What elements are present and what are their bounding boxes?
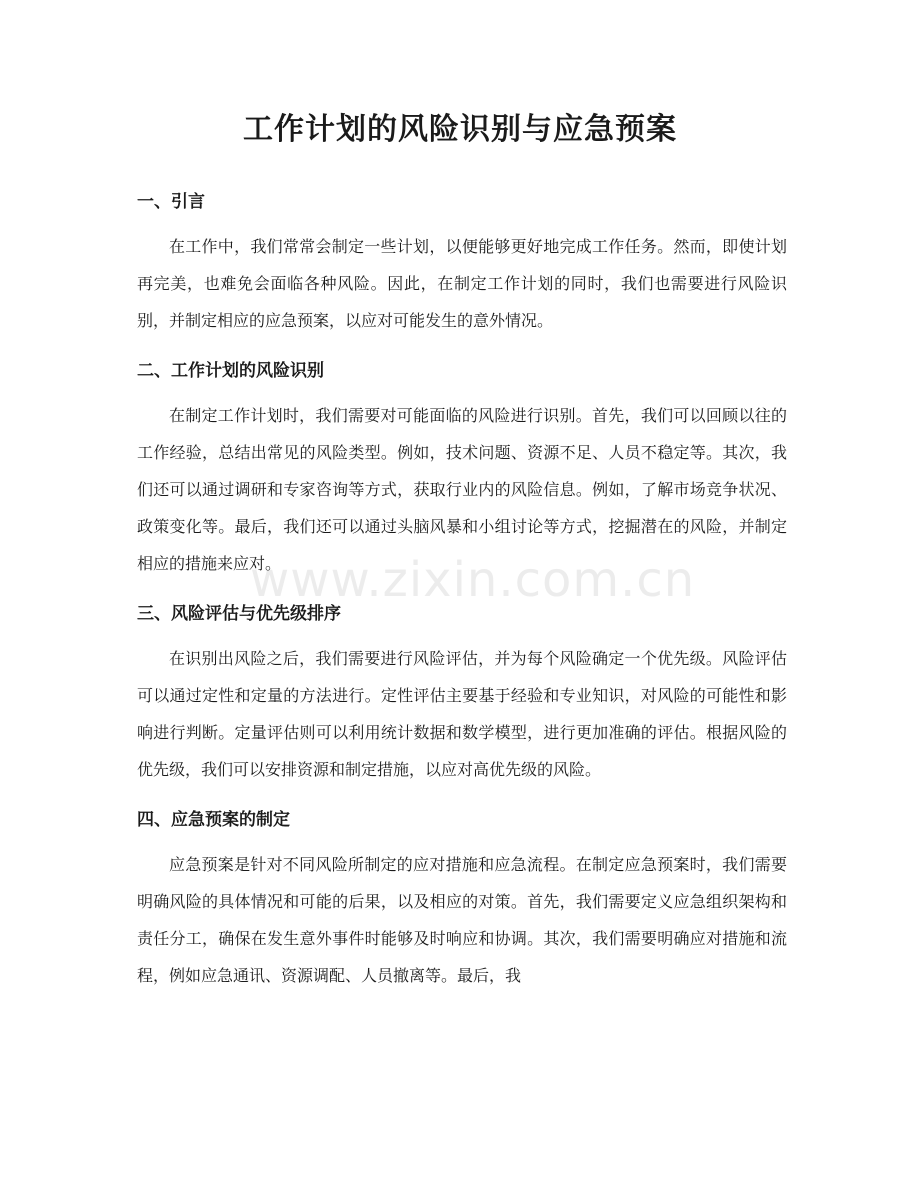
document-title: 工作计划的风险识别与应急预案 bbox=[243, 112, 677, 147]
section-paragraph: 在工作中，我们常常会制定一些计划，以便能够更好地完成工作任务。然而，即使计划再完美，也难免会面临各种风险。因此，在制定工作计划的同时，我们也需要进行风险识别，并制定相应的应急预案，以应对可能发生的意外情况。 bbox=[137, 237, 787, 330]
section-heading: 三、风险评估与优先级排序 bbox=[137, 604, 341, 624]
section-paragraph: 在识别出风险之后，我们需要进行风险评估，并为每个风险确定一个优先级。风险评估可以通过定性和定量的方法进行。定性评估主要基于经验和专业知识，对风险的可能性和影响进行判断。定量评估则可以利用统计数据和数学模型，进行更加准确的评估。根据风险的优先级，我们可以安排资源和制定措施，以应对高优先级的风险。 bbox=[137, 649, 787, 779]
section-paragraph: 在制定工作计划时，我们需要对可能面临的风险进行识别。首先，我们可以回顾以往的工作经验，总结出常见的风险类型。例如，技术问题、资源不足、人员不稳定等。其次，我们还可以通过调研和专家咨询等方式，获取行业内的风险信息。例如，了解市场竞争状况、政策变化等。最后，我们还可以通过头脑风暴和小组讨论等方式，挖掘潜在的风险，并制定相应的措施来应对。 bbox=[137, 406, 787, 573]
document-body bbox=[137, 186, 787, 1010]
section-heading: 四、应急预案的制定 bbox=[137, 810, 290, 830]
section-risk-assessment bbox=[137, 598, 787, 788]
section-emergency-plan bbox=[137, 804, 787, 994]
section-risk-identification bbox=[137, 355, 787, 582]
watermark: www.zixin.com.cn bbox=[250, 552, 696, 608]
section-heading: 一、引言 bbox=[137, 192, 205, 212]
section-heading: 二、工作计划的风险识别 bbox=[137, 361, 324, 381]
section-paragraph: 应急预案是针对不同风险所制定的应对措施和应急流程。在制定应急预案时，我们需要明确风险的具体情况和可能的后果，以及相应的对策。首先，我们需要定义应急组织架构和责任分工，确保在发生意外事件时能够及时响应和协调。其次，我们需要明确应对措施和流程，例如应急通讯、资源调配、人员撤离等。最后，我 bbox=[137, 855, 787, 985]
section-introduction bbox=[137, 186, 787, 339]
